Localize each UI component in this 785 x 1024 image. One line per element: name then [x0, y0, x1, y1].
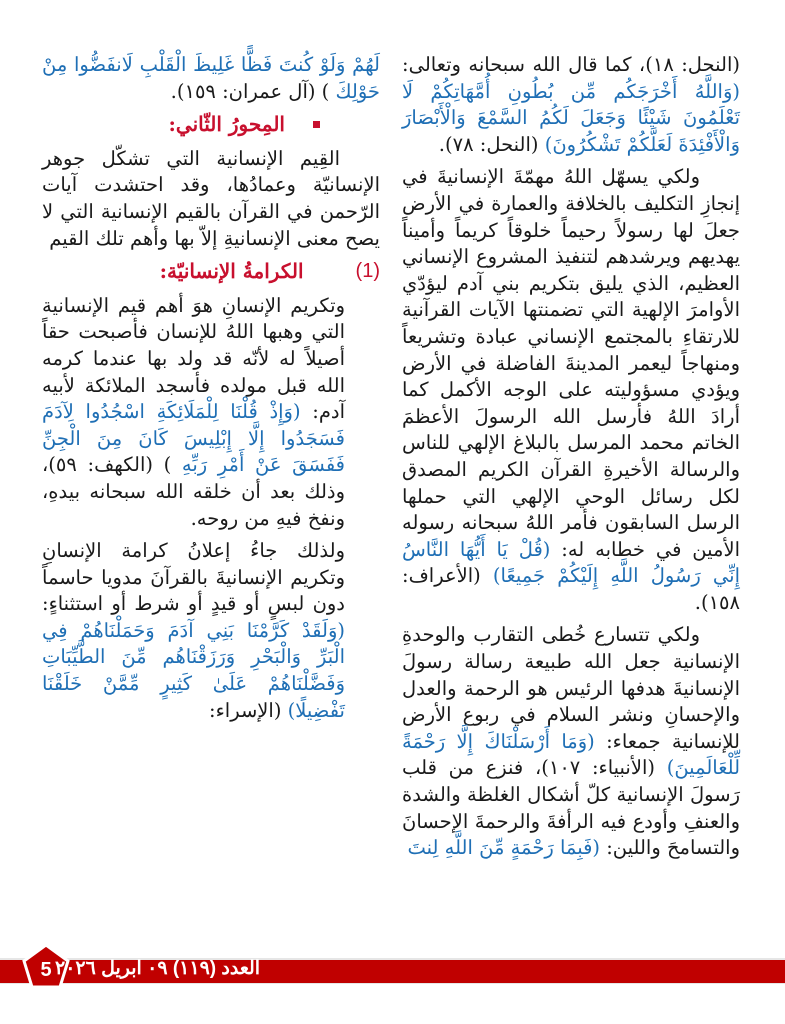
subheading: [42, 258, 380, 285]
issue-date-text: العدد (١١٩) ٠٩ ابريل ٢٠٢٦: [55, 958, 261, 979]
page-number: 5: [40, 959, 52, 981]
paragraph: [402, 622, 740, 861]
quran-verse: (وَإِذْ قُلْنَا لِلْمَلَائِكَةِ اسْجُدُوا لِآدَمَ فَسَجَدُوا إِلَّا إِبْلِيسَ كَانَ مِنَ الْجِنِّ فَفَسَقَ عَنْ أَمْرِ رَبِّهِ: [42, 400, 346, 477]
citation-text: (الأعراف: ١٥٨).: [402, 564, 740, 614]
subheading-text: الكرامةُ الإنسانيّة:: [159, 259, 304, 284]
subsection-body: [42, 293, 345, 725]
body-text: وتكريم الإنسانِ هوَ أهم قيم الإنسانية التي وهبها اللهُ للإنسان فأصبحت حقاً أصيلاً له لأنّه قد ولد بها عندما كرمه الله قبل مولده فأسجد الملائكة لأبيه آدم:: [42, 293, 345, 424]
quran-verse: (وَمَا أَرْسَلْنَاكَ إِلَّا رَحْمَةً لِّلْعَالَمِينَ): [402, 729, 741, 780]
paragraph: [402, 164, 740, 616]
paragraph: [42, 293, 345, 532]
quran-verse: (فَبِمَا رَحْمَةٍ مِّنَ اللَّهِ لِنتَ: [407, 836, 601, 860]
body-text: ولذلك جاءُ إعلانُ كرامة الإنسانِ وتكريم الإنسانيةَ بالقرآنَ مدويا حاسماً دون لبسٍ أو قيدٍ أو شرط أو استثناءٍ:: [42, 539, 345, 616]
quran-verse: (قُلْ يَا أَيُّهَا النَّاسُ إِنِّي رَسُولُ اللَّهِ إِلَيْكُمْ جَمِيعًا): [402, 537, 740, 588]
quran-verse: (وَاللَّهُ أَخْرَجَكُم مِّن بُطُونِ أُمَّهَاتِكُمْ لَا تَعْلَمُونَ شَيْئًا وَجَعَلَ لَكُمُ السَّمْعَ وَالْأَبْصَارَ وَالْأَفْئِدَةَ لَعَلَّكُمْ تَشْكُرُونَ): [402, 79, 740, 156]
quran-verse: (وَلَقَدْ كَرَّمْنَا بَنِي آدَمَ وَحَمَلْنَاهُمْ فِي الْبَرِّ وَالْبَحْرِ وَرَزَقْنَاهُم مِّنَ الطَّيِّبَاتِ وَفَضَّلْنَاهُمْ عَلَىٰ كَثِيرٍ مِّمَّنْ خَلَقْنَا تَفْضِيلًا): [42, 618, 345, 722]
quran-verse: لَهُمْ وَلَوْ كُنتَ فَظًّا غَلِيظَ الْقَلْبِ لَانفَضُّوا مِنْ حَوْلِكَ: [42, 53, 380, 103]
citation-text: (النحل: ١٨)، كما قال الله سبحانه وتعالى:: [402, 53, 741, 76]
section-heading-text: المِحورُ الثّاني:: [168, 112, 285, 137]
paragraph: [42, 52, 380, 105]
citation-text: (النحل: ٧٨).: [438, 132, 545, 156]
section-heading: [42, 111, 380, 138]
citation-text: (الإسراء:: [209, 698, 288, 722]
paragraph: [402, 52, 740, 158]
paragraph: القِيم الإنسانية التي تشكّل جوهر الإنسانيّة وعمادُها، وقد احتشدت آيات الرّحمن في القرآن بالقيم الإنسانية التي لا يصح معنى الإنسانيةِ إلاّ بها وأهم تلك القيم: [42, 146, 380, 250]
right-column: [402, 52, 740, 868]
body-text: ولكي تتسارع خُطى التقارب والوحدةِ الإنسانية جعل الله طبيعة رسالة رسولَ الإنسانيةَ هدفها الرئيس هو الرحمة والعدل والإحسانِ ونشر السلام في ربوع الأرض للإنسانية جمعاء:: [402, 623, 740, 753]
square-bullet-icon: [313, 121, 320, 128]
subheading-number: (1): [355, 260, 380, 283]
left-column: [42, 52, 380, 730]
body-text: (الأنبياء: ١٠٧)، فنزع من قلب رَسولَ الإنسانية كلّ أشكال الغلظة والشدة والعنفِ وأودع فيه الرأفةَ والرحمةَ الإحسانَ والتسامحَ واللين:: [402, 756, 740, 860]
body-text: ولكي يسهّل اللهُ مهمّةَ الإنسانيةَ في إنجازِ التكليف بالخلافة والعمارة في الأرض جعلَ لها رسولاً رحيماً خلوقاً كريماً وأميناً يهديهم ويرشدهم لتنفيذ المشروع الإنساني العظيم، الذي يليق بتكريم بني آدم ليؤدّي الأوامرَ الإلهية التي تضمنتها الآيات القرآنية للارتقاءِ بالمجتمع الإنساني عبادة وتشريعاً ومنهاجاً ليعمر المدينةَ الفاضلة في الأرض ويؤدي مسؤوليته على الوجه الأكمل كما أرادَ اللهُ فأرسل الله الرسولَ الأعظمَ الخاتم محمد المرسل بالبلاغ الإلهي للناس والرسالة الأخيرةِ القرآن الكريم المصدق لكل رسائل الوحي الإلهي التي حملها الرسل السابقون فأمر اللهُ سبحانه رسوله الأمين في خطابه له:: [402, 165, 740, 561]
citation-text: ) (آل عمران: ١٥٩).: [170, 79, 336, 103]
paragraph: [42, 538, 345, 724]
citation-text: ) (الكهف: ٥٩)، وذلك بعد أن خلقه الله سبحانه بيدهِ، ونفخ فيهِ من روحه.: [42, 453, 345, 530]
